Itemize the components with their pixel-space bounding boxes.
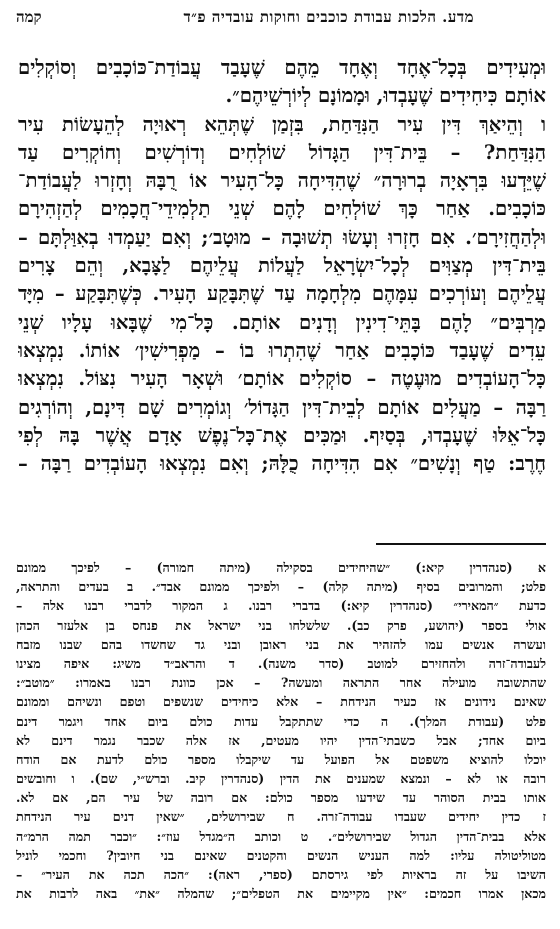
footnotes — [16, 558, 546, 903]
text-line: הַנִּדַּחַת? – בֵּית־דִּין הַגָּדוֹל שׁוֹלְחִים וְדוֹרְשִׁים וְחוֹקְרִים עַד — [18, 140, 546, 164]
footnote-line: אולי בספר (יהושע, פרק כב). שלשלחו בני ישראל את פנחס בן אלעזר הכהן — [16, 617, 546, 633]
footnote-line: מטוליטולה עליו: למה העניש הנשים והקטנים שאינם בני חיובין? וחכמי לוניל — [16, 847, 546, 863]
footnote-line: אלא בבית־הדין הגדול שבירושלים״. ט וכותב ה״מגדל עוז״: ״וכבר תמה הרמ״ה — [16, 828, 546, 844]
footnote-line: לעבודה־זרה ולהחזירם למוטב (סדר משנה). ד והראב״ד משיג: איפה מצינו — [16, 655, 546, 671]
text-line: כָּל־הָעוֹבְדִים מוּעֶטֶה – סוֹקְלִים אוֹתָם׳ וּשְׁאָר הָעִיר נִצּוֹל. נִמְצְאוּ — [18, 367, 546, 391]
running-header — [16, 8, 544, 30]
footnote-line: שאינם נידונים אז כעיר הנידחת – אלא כיחידים שנשפים וטפם ונשיהם וממונם — [16, 694, 546, 710]
footnote-line: א (סנהדרין קיא:) ״שהיחידים בסקילה (מיתה חמורה) – לפיכך ממונם — [16, 560, 546, 575]
text-line: רַבָּה – מַעֲלִים אוֹתָם לְבֵית־דִּין הַגָּדוֹל׳ וְגוֹמְרִים שָׁם דִּינָם, וְהוֹרְגִים — [18, 395, 546, 419]
footnote-line: יוכלו להוציא משפטם אל הפועל עד שיקבלו מספר כולם לדעת אם הודח — [16, 751, 546, 767]
text-line: כָּל־אֵלּוּ שֶׁעָבְדוּ, בְּסַיִף. וּמַכִּים אֶת־כָּל־נֶפֶשׁ אָדָם אֲשֶׁר בָּהּ לְפִי — [18, 423, 546, 447]
footnote-divider — [376, 543, 546, 545]
footnote-line: ז כדין יחידים שעבדו עבודה־זרה. ח שבירושלים, ״שאין דנים עיר הנידחת — [16, 809, 546, 825]
text-line: כּוֹכָבִים. אַחַר כָּךְ שׁוֹלְחִים לָהֶם שְׁנֵי תַלְמִידֵי־חֲכָמִים לְהַזְהִירָם — [18, 197, 546, 221]
text-line: עֵדִים שֶׁעָבַד כּוֹכָבִים אַחַר שֶׁהִתְרוּ בוֹ – מַפְרִישִׁין׳ אוֹתוֹ. נִמְצְאוּ — [18, 338, 546, 362]
footnote-line: כדעת ״המאירי״ (סנהדרין קיא:) בדברי רבנו. ג המקור לדברי רבנו אלה – — [16, 598, 546, 614]
footnote-line: רובה או לא – ונמצא שמענים את הדין (סנהדרין קיב. וברש״י, שם). ו וחובשים — [16, 771, 546, 787]
text-line: שֶׁיֵּדְעוּ בִּרְאָיָה בְרוּרָה״ שֶׁהִדִּיחָה כָּל־הָעִיר אוֹ רֻבָּהּ וְחָזְרוּ לַעֲבוֹדַת־ — [18, 169, 546, 193]
text-line: מַרְבִּים״ לָהֶם בָּתֵּי־דִינִין וְדָנִים אוֹתָם. כָּל־מִי שֶׁבָּאוּ עָלָיו שְׁנֵי — [18, 310, 546, 334]
footnote-line: שהתשובה מועילה אחר התראה ומעשה? – אכן כוונת רבנו באמרו: ״מוטב״: — [16, 675, 546, 691]
text-line: וּלְהַחֲזִירָם׳. אִם חָזְרוּ וְעָשׂוּ תְשׁוּבָה – מוּטָב׳; וְאִם יַעַמְדוּ בְאִוַּלְתָּם – — [18, 225, 546, 249]
footnote-line: ועשרה אנשים עמו להזהיר את בני ראובן ובני גד שחשדו בהם שבנו מזבח — [16, 636, 546, 652]
page-number: קמה — [16, 8, 42, 26]
text-line: אוֹתָם כִּיחִידִים שֶׁעָבְדוּ, וּמָמוֹנָם לְיוֹרְשֵׁיהֶם״. — [225, 84, 546, 108]
running-title: מדע. הלכות עבודת כוכבים וחוקות עובדיה פ״ד — [183, 8, 474, 26]
text-line: חֶרֶב: טַף וְנָשִׁים״ אִם הִדִּיחָה כֻלָּהּ; וְאִם נִמְצְאוּ הָעוֹבְדִים רַבָּה – — [18, 452, 546, 476]
main-text — [18, 54, 546, 478]
footnote-line: ביום אחד; אבל כשבתי־הדין יהיו מעטים, אז אלה שכבר נגמר דינם לא — [16, 732, 546, 748]
text-line: וּמְעִידִים בְּכָל־אֶחָד וְאֶחָד מֵהֶם שֶׁעָבַד עֲבוֹדַת־כּוֹכָבִים וְסוֹקְלִים — [18, 56, 546, 79]
footnote-line: השיבו על זה בראיות לפי גירסתם (ספרי, ראה): ״הכה תכה את העיר״ – — [16, 867, 546, 882]
footnote-line: מכאן אמרו חכמים: ״אין מקיימים את הטפלים״; שהמלה ״את״ באה לרבות את — [16, 886, 546, 902]
footnote-line: אותו בבית הסוהר עד שידעו מספר כולם: אם רובה של עיר הם, אם לא. — [16, 790, 546, 806]
footnote-line: פלט; והמרובים בסיף (מיתה קלה) – ולפיכך ממונם אבד״. ב בעדים והתראה, — [16, 579, 546, 595]
text-line: ו וְהֵיאַךְ דִּין עִיר הַנִּדַּחַת, בִּזְמַן שֶׁתְּהֵא רְאוּיָה לְהֵעָשׂוֹת עִיר — [18, 112, 546, 136]
text-line: בֵּית־דִּין מְצַוִּים לְכָל־יִשְׂרָאֵל לַעֲלוֹת עֲלֵיהֶם לַצָּבָא, וְהֵם צָרִים — [18, 254, 546, 278]
text-line: עֲלֵיהֶם וְעוֹרְכִים עִמָּהֶם מִלְחָמָה עַד שֶׁתִּבָּקַע הָעִיר. כְּשֶׁתִּבָּקַע – מִיָּד — [18, 282, 546, 306]
footnote-line: פלט (עבודת המלך). ה כדי שתתקבל עדות כולם ביום אחד ויגמר דינם — [16, 713, 546, 729]
